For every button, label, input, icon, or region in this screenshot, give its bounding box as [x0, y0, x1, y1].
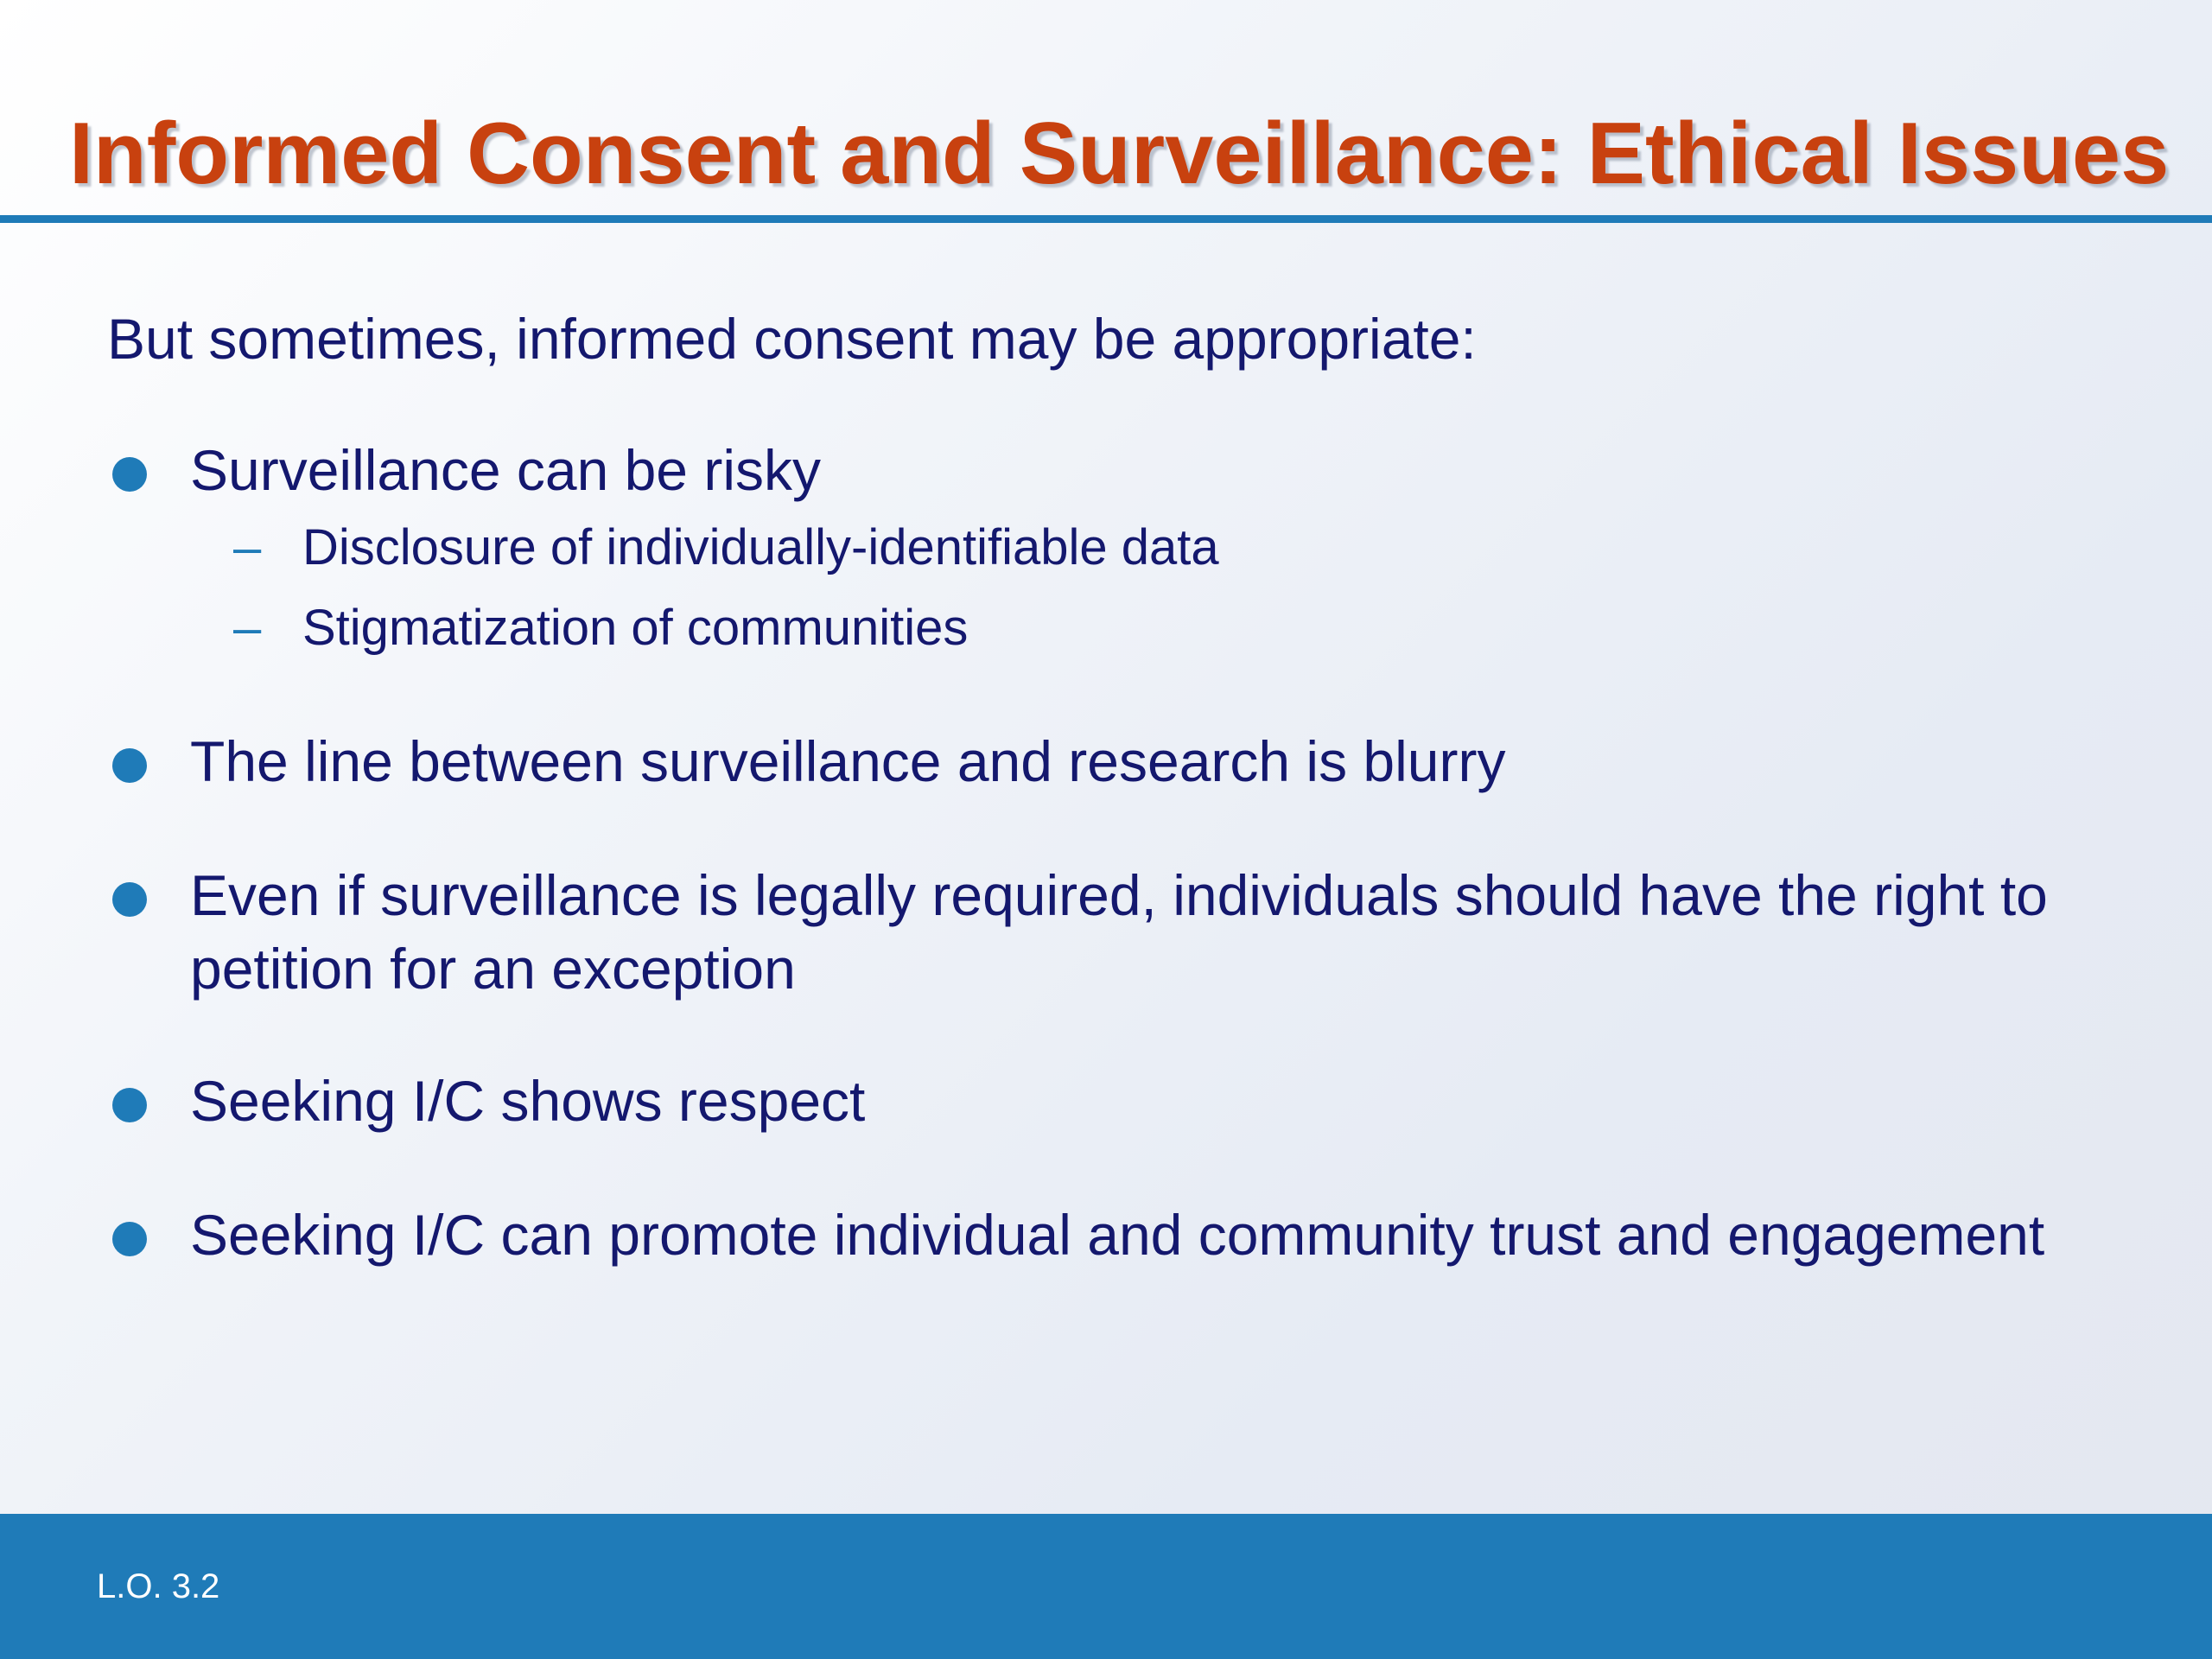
bullet-item: [190, 1065, 2056, 1138]
dash-icon: –: [233, 519, 262, 575]
bullet-text: Even if surveillance is legally required, individuals should have the right to petition for an exception: [190, 863, 2048, 1001]
sub-bullet-item: [190, 588, 2056, 668]
footer-bar: [0, 1514, 2212, 1659]
footer-label: L.O. 3.2: [97, 1567, 220, 1605]
sub-bullet-item: [190, 507, 2056, 588]
bullet-item: [190, 1198, 2056, 1272]
sub-bullet-list: [190, 507, 2056, 668]
bullet-dot-icon: [112, 1088, 147, 1122]
bullet-dot-icon: [112, 882, 147, 917]
bullet-dot-icon: [112, 748, 147, 783]
bullet-text: Surveillance can be risky: [190, 438, 821, 502]
dash-icon: –: [233, 600, 262, 656]
sub-bullet-text: Disclosure of individually-identifiable data: [302, 519, 1219, 575]
sub-bullet-text: Stigmatization of communities: [302, 600, 969, 656]
bullet-item: [190, 434, 2056, 668]
bullet-text: Seeking I/C can promote individual and community trust and engagement: [190, 1203, 2045, 1267]
intro-text: But sometimes, informed consent may be appropriate:: [107, 307, 1477, 371]
bullet-dot-icon: [112, 457, 147, 492]
title-divider: [0, 215, 2212, 223]
bullet-text: Seeking I/C shows respect: [190, 1069, 866, 1133]
bullet-dot-icon: [112, 1222, 147, 1256]
bullet-text: The line between surveillance and research is blurry: [190, 729, 1506, 793]
bullet-item: [190, 725, 2056, 798]
bullet-item: [190, 859, 2056, 1006]
slide-title: Informed Consent and Surveillance: Ethical Issues: [69, 105, 2170, 202]
